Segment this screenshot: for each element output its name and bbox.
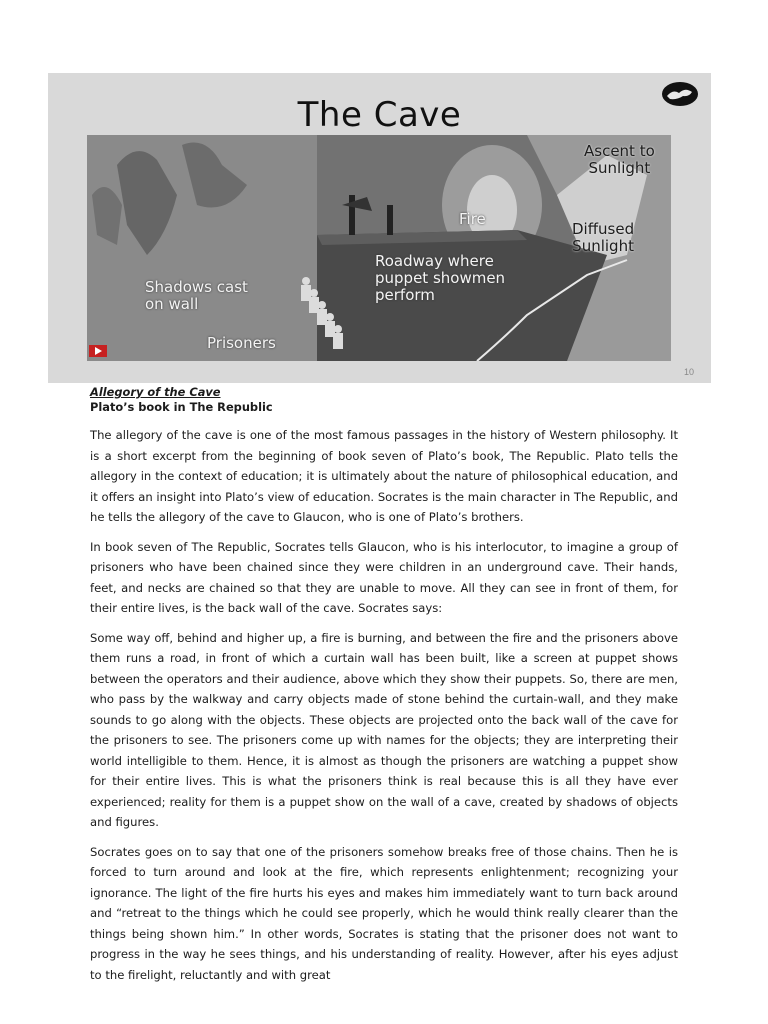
play-icon [89, 345, 107, 357]
paragraph: Socrates goes on to say that one of the prisoners somehow breaks free of those chains. Then he is forced to turn around and look at the fire, which represents enlightenment; recognizing your ignorance. The light of the fire hurts his eyes and makes him immediately want to turn back around and “retreat to the things which he could see properly, which he would think really clearer than the things being shown him.” In other words, Socrates is stating that the prisoner does not want to progress in the way he sees things, and his understanding of reality. However, after his eyes adjust to the firelight, reluctantly and with great [90, 844, 678, 982]
paragraph: Some way off, behind and higher up, a fire is burning, and between the fire and the prisoners above them runs a road, in front of which a curtain wall has been built, like a screen at puppet shows between the operators and their audience, above which they show their puppets. So, there are men, who pass by the walkway and carry objects made of stone behind the curtain-wall, and they make sounds to go along with the objects. These objects are projected onto the back wall of the cave for the prisoners to see. The prisoners come up with names for the objects; they are interpreting their world intelligible to them. Hence, it is almost as though the prisoners are watching a puppet show for their entire lives. This is what the prisoners think is real because this is all they have ever experienced; reality for them is a puppet show on the wall of a cave, created by shadows of objects and figures. [90, 630, 678, 829]
label-prisoners: Prisoners [207, 334, 276, 352]
globe-logo-icon [661, 81, 699, 107]
label-shadows: Shadows cast on wall [145, 278, 248, 313]
label-fire: Fire [459, 210, 486, 228]
slide-image [48, 73, 711, 383]
paragraph: The allegory of the cave is one of the most famous passages in the history of Western philosophy. It is a short excerpt from the beginning of book seven of Plato’s book, The Republic. Plato tells the allegory in the context of education; it is ultimately about the nature of philosophical education, and it offers an insight into Plato’s view of education. Socrates is the main character in The Republic, and he tells the allegory of the cave to Glaucon, who is one of Plato’s brothers. [90, 428, 678, 524]
label-roadway: Roadway where puppet showmen perform [375, 252, 506, 304]
slide-page-number: 10 [684, 367, 695, 377]
cave-illustration [87, 135, 671, 361]
article-body [90, 385, 678, 994]
label-diffused: Diffused Sunlight [572, 220, 635, 255]
article-subheading: Plato’s book in The Republic [90, 400, 273, 414]
article-heading: Allegory of the Cave [90, 385, 221, 399]
paragraph: In book seven of The Republic, Socrates tells Glaucon, who is his interlocutor, to imagine a group of prisoners who have been chained since they were children in an underground cave. Their hands, feet, and necks are chained so that they are unable to move. All they can see in front of them, for their entire lives, is the back wall of the cave. Socrates says: [90, 539, 678, 615]
slide-title: The Cave [297, 95, 462, 135]
label-ascent: Ascent to Sunlight [584, 142, 655, 177]
